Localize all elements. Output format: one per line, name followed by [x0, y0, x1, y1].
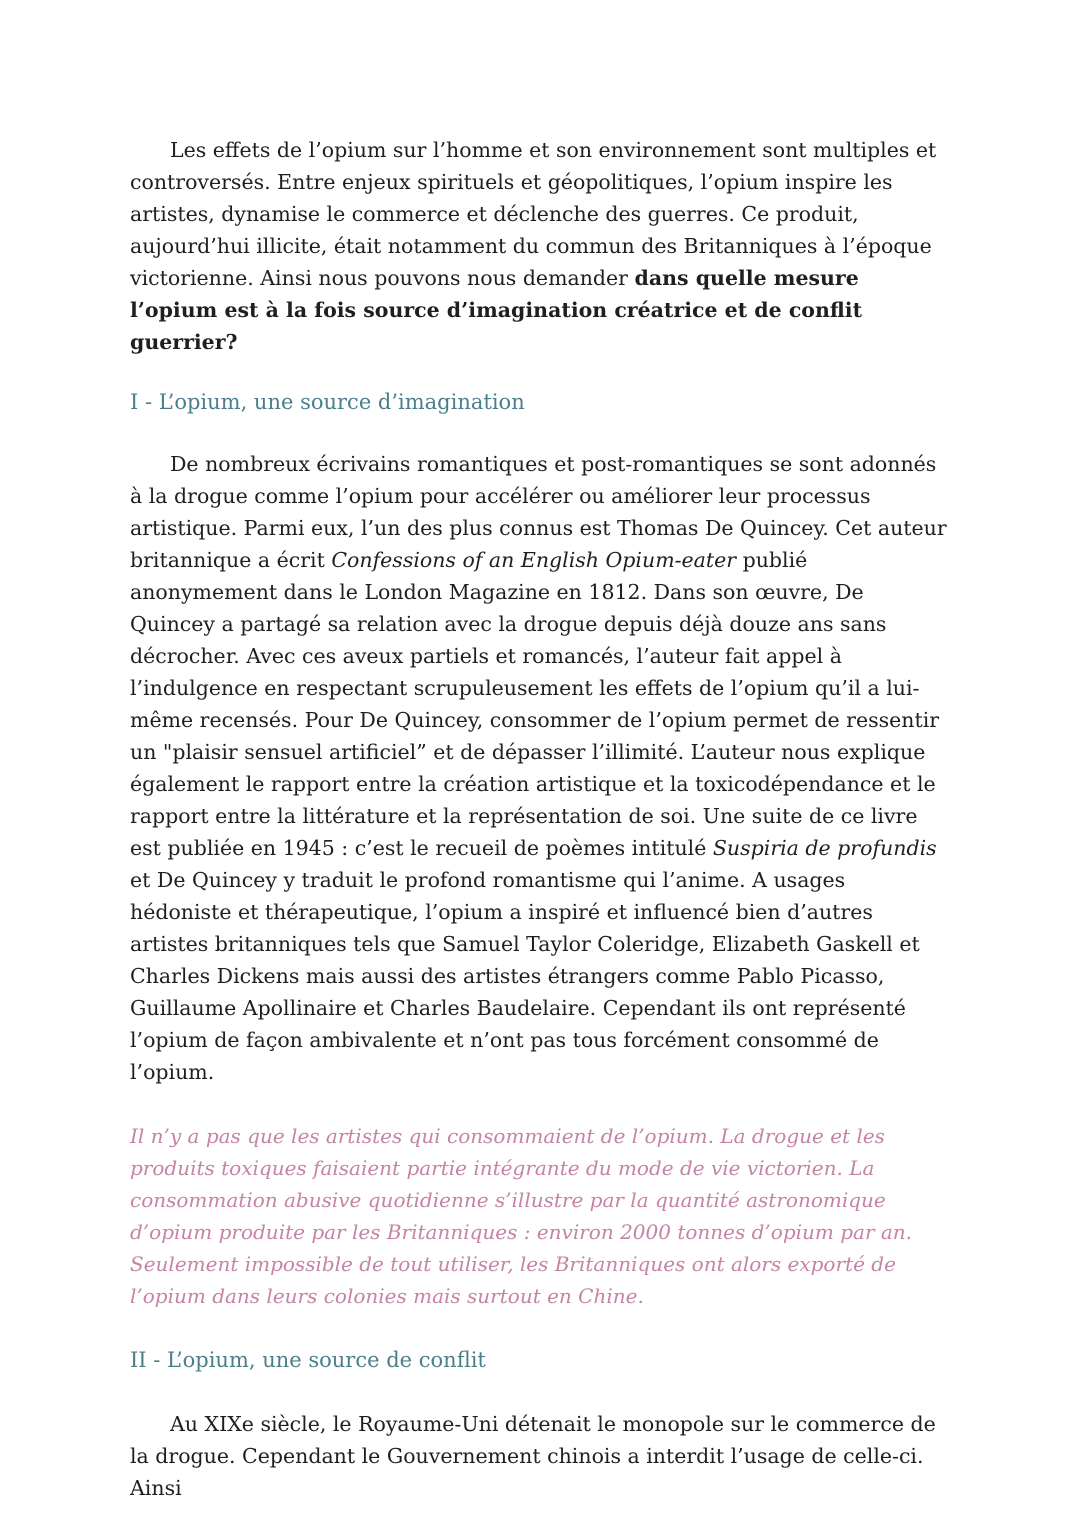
document-page: [130, 134, 950, 1504]
intro-question: dans quelle mesure l’opium est à la fois source d’imagination créatrice et de conflit guerrier?: [130, 266, 863, 354]
section2-heading: II - L’opium, une source de conflit: [130, 1348, 486, 1372]
book-title: Confessions of an English Opium-eater: [331, 548, 737, 572]
section1-text-a: De nombreux écrivains romantiques et post-romantiques se sont adonnés à la drogue comme l’opium pour accélérer ou améliorer leur processus artistique. Parmi eux, l’un des plus connus est Thomas De Quincey. Cet auteur britannique a écrit: [130, 452, 947, 572]
section1-text-b: publié anonymement dans le London Magazine en 1812. Dans son œuvre, De Quincey a partagé sa relation avec la drogue depuis déjà douze ans sans décrocher. Avec ces aveux partiels et romancés, l’auteur fait appel à l’indulgence en respectant scrupuleusement les effets de l’opium qu’il a lui-même recensés. Pour De Quincey, consommer de l’opium permet de ressentir un "plaisir sensuel artificiel” et de dépasser l’illimité. L’auteur nous explique également le rapport entre la création artistique et la toxicodépendance et le rapport entre la littérature et la représentation de soi. Une suite de ce livre est publiée en 1945 : c’est le recueil de poèmes intitulé: [130, 548, 940, 860]
section1-heading: I - L’opium, une source d’imagination: [130, 390, 525, 414]
section1-paragraph: [130, 448, 950, 1088]
section2-paragraph: Au XIXe siècle, le Royaume-Uni détenait le monopole sur le commerce de la drogue. Cependant le Gouvernement chinois a interdit l’usage de celle-ci. Ainsi: [130, 1412, 936, 1500]
highlight-quote: Il n’y a pas que les artistes qui consommaient de l’opium. La drogue et les produits toxiques faisaient partie intégrante du mode de vie victorien. La consommation abusive quotidienne s’illustre par la quantité astronomique d’opium produite par les Britanniques : environ 2000 tonnes d’opium par an. Seulement impossible de tout utiliser, les Britanniques ont alors exporté de l’opium dans leurs colonies mais surtout en Chine.: [130, 1124, 913, 1308]
poem-title: Suspiria de profundis: [712, 836, 937, 860]
section1-text-c: et De Quincey y traduit le profond romantisme qui l’anime. A usages hédoniste et thérapeutique, l’opium a inspiré et influencé bien d’autres artistes britanniques tels que Samuel Taylor Coleridge, Elizabeth Gaskell et Charles Dickens mais aussi des artistes étrangers comme Pablo Picasso, Guillaume Apollinaire et Charles Baudelaire. Cependant ils ont représenté l’opium de façon ambivalente et n’ont pas tous forcément consommé de l’opium.: [130, 868, 920, 1084]
intro-text: Les effets de l’opium sur l’homme et son environnement sont multiples et controversés. Entre enjeux spirituels et géopolitiques, l’opium inspire les artistes, dynamise le commerce et déclenche des guerres. Ce produit, aujourd’hui illicite, était notamment du commun des Britanniques à l’époque victorienne. Ainsi nous pouvons nous demander: [130, 138, 937, 290]
intro-paragraph: [130, 134, 950, 358]
